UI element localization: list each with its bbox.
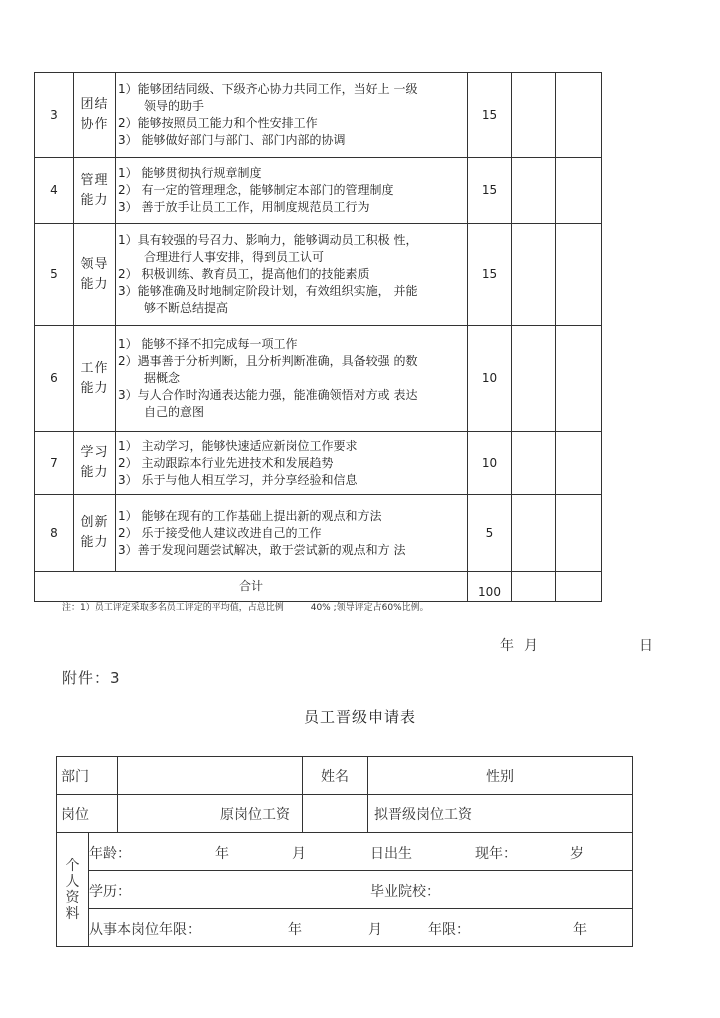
post-label: 岗位 [57,795,118,833]
form-row [57,871,633,909]
years-label: 年限： [428,922,470,938]
gender-label: 性别 [368,757,633,795]
item-name: 团结协作 [80,97,109,132]
total-score: 100 [468,572,512,602]
orig-salary-field[interactable] [303,795,368,833]
blank-cell[interactable] [512,224,556,326]
score-cell: 5 [468,495,512,572]
score-cell: 10 [468,326,512,432]
criteria-line: 1）能够团结同级、下级齐心协力共同工作，当好上 一级 [118,82,418,96]
criteria-line: 3）能够准确及时地制定阶段计划，有效组织实施， 并能 [118,284,418,298]
blank-cell[interactable] [512,572,556,602]
blank-cell[interactable] [512,432,556,495]
blank-cell[interactable] [512,495,556,572]
education-label: 学历： [89,884,131,900]
criteria-cell [116,224,468,326]
sui-label: 岁 [570,846,584,862]
row-number: 6 [35,326,74,432]
total-label: 合计 [35,572,468,602]
score-cell: 15 [468,158,512,224]
criteria-line: 领导的助手 [144,99,205,113]
score-cell: 15 [468,73,512,158]
item-name: 创新能力 [80,515,109,550]
blank-cell[interactable] [556,73,602,158]
item-name: 管理能力 [80,172,109,208]
criteria-line: 2） 主动跟踪本行业先进技术和发展趋势 [118,455,334,470]
score-cell: 15 [468,224,512,326]
score-cell: 10 [468,432,512,495]
blank-cell[interactable] [512,326,556,432]
criteria-line: 2）能够按照员工能力和个性安排工作 [118,116,318,130]
form-row [57,757,633,795]
dept-label: 部门 [57,757,118,795]
date-day: 日 [639,638,653,654]
criteria-cell [116,158,468,224]
blank-cell[interactable] [512,158,556,224]
table-row [35,224,602,326]
criteria-line: 据概念 [144,371,181,385]
criteria-line: 够不断总结提高 [144,301,229,315]
current-age-label: 现年： [475,846,517,862]
row-number: 5 [35,224,74,326]
blank-cell[interactable] [556,158,602,224]
tenure-month: 月 [368,922,382,938]
criteria-line: 3） 善于放手让员工工作，用制度规范员工行为 [118,200,370,214]
name-label: 姓名 [303,757,368,795]
blank-cell[interactable] [512,73,556,158]
promotion-form [56,756,633,947]
age-month: 月 [292,846,306,862]
age-year: 年 [215,846,229,862]
table-row [35,326,602,432]
criteria-line: 3）善于发现问题尝试解决，敢于尝试新的观点和方 法 [118,542,406,557]
table-row [35,432,602,495]
form-title: 员工晋级申请表 [303,708,416,726]
criteria-line: 3） 乐于与他人相互学习，并分享经验和信息 [118,472,358,487]
table-row [35,73,602,158]
age-label: 年龄： [89,846,131,862]
criteria-cell [116,73,468,158]
item-name: 领导能力 [80,256,109,292]
criteria-line: 1） 能够贯彻执行规章制度 [118,166,262,180]
row-number: 3 [35,73,74,158]
criteria-cell [116,326,468,432]
criteria-line: 1）具有较强的号召力、影响力，能够调动员工积极 性， [118,233,418,247]
blank-cell[interactable] [556,432,602,495]
dept-field[interactable] [118,757,303,795]
criteria-line: 1） 主动学习，能够快速适应新岗位工作要求 [118,438,358,453]
form-row [57,909,633,947]
criteria-line: 1） 能够不择不扣完成每一项工作 [118,337,298,351]
form-row [57,833,633,871]
form-row [57,795,633,833]
new-salary-label: 拟晋级岗位工资 [368,795,633,833]
table-row [35,158,602,224]
item-name: 工作能力 [80,360,109,396]
evaluation-table [34,72,602,602]
table-note: 注：1）员工评定采取多名员工评定的平均值，占总比例 40% ;领导评定占60%比例。 [62,603,429,613]
personal-info-label: 个人资料 [65,857,80,922]
birth-label: 日出生 [370,846,412,862]
criteria-line: 3） 能够做好部门与部门、部门内部的协调 [118,133,346,147]
criteria-line: 自己的意图 [144,405,205,419]
criteria-line: 合理进行人事安排，得到员工认可 [144,250,325,264]
blank-cell[interactable] [556,495,602,572]
criteria-cell [116,432,468,495]
criteria-line: 2） 乐于接受他人建议改进自己的工作 [118,525,322,540]
school-label: 毕业院校： [370,884,440,900]
blank-cell[interactable] [556,224,602,326]
tenure-row[interactable] [89,909,633,947]
table-row [35,495,602,572]
row-number: 4 [35,158,74,224]
criteria-line: 3）与人合作时沟通表达能力强，能准确领悟对方或 表达 [118,388,418,402]
education-row[interactable] [89,871,633,909]
tenure-label: 从事本岗位年限： [89,922,201,938]
attachment-label: 附件：3 [62,669,121,687]
row-number: 8 [35,495,74,572]
date-year: 年 [500,638,514,654]
criteria-cell [116,495,468,572]
row-number: 7 [35,432,74,495]
date-month: 月 [524,638,538,654]
blank-cell[interactable] [556,326,602,432]
orig-salary-label: 原岗位工资 [118,795,303,833]
blank-cell[interactable] [556,572,602,602]
criteria-line: 1） 能够在现有的工作基础上提出新的观点和方法 [118,508,382,523]
total-row [35,572,602,602]
tenure-year: 年 [288,922,302,938]
criteria-line: 2）遇事善于分析判断，且分析判断准确，具备较强 的数 [118,354,418,368]
age-row[interactable] [89,833,633,871]
criteria-line: 2） 有一定的管理理念，能够制定本部门的管理制度 [118,183,394,197]
criteria-line: 2） 积极训练、教育员工，提高他们的技能素质 [118,267,370,281]
years-unit: 年 [573,922,587,938]
item-name: 学习能力 [80,445,109,480]
